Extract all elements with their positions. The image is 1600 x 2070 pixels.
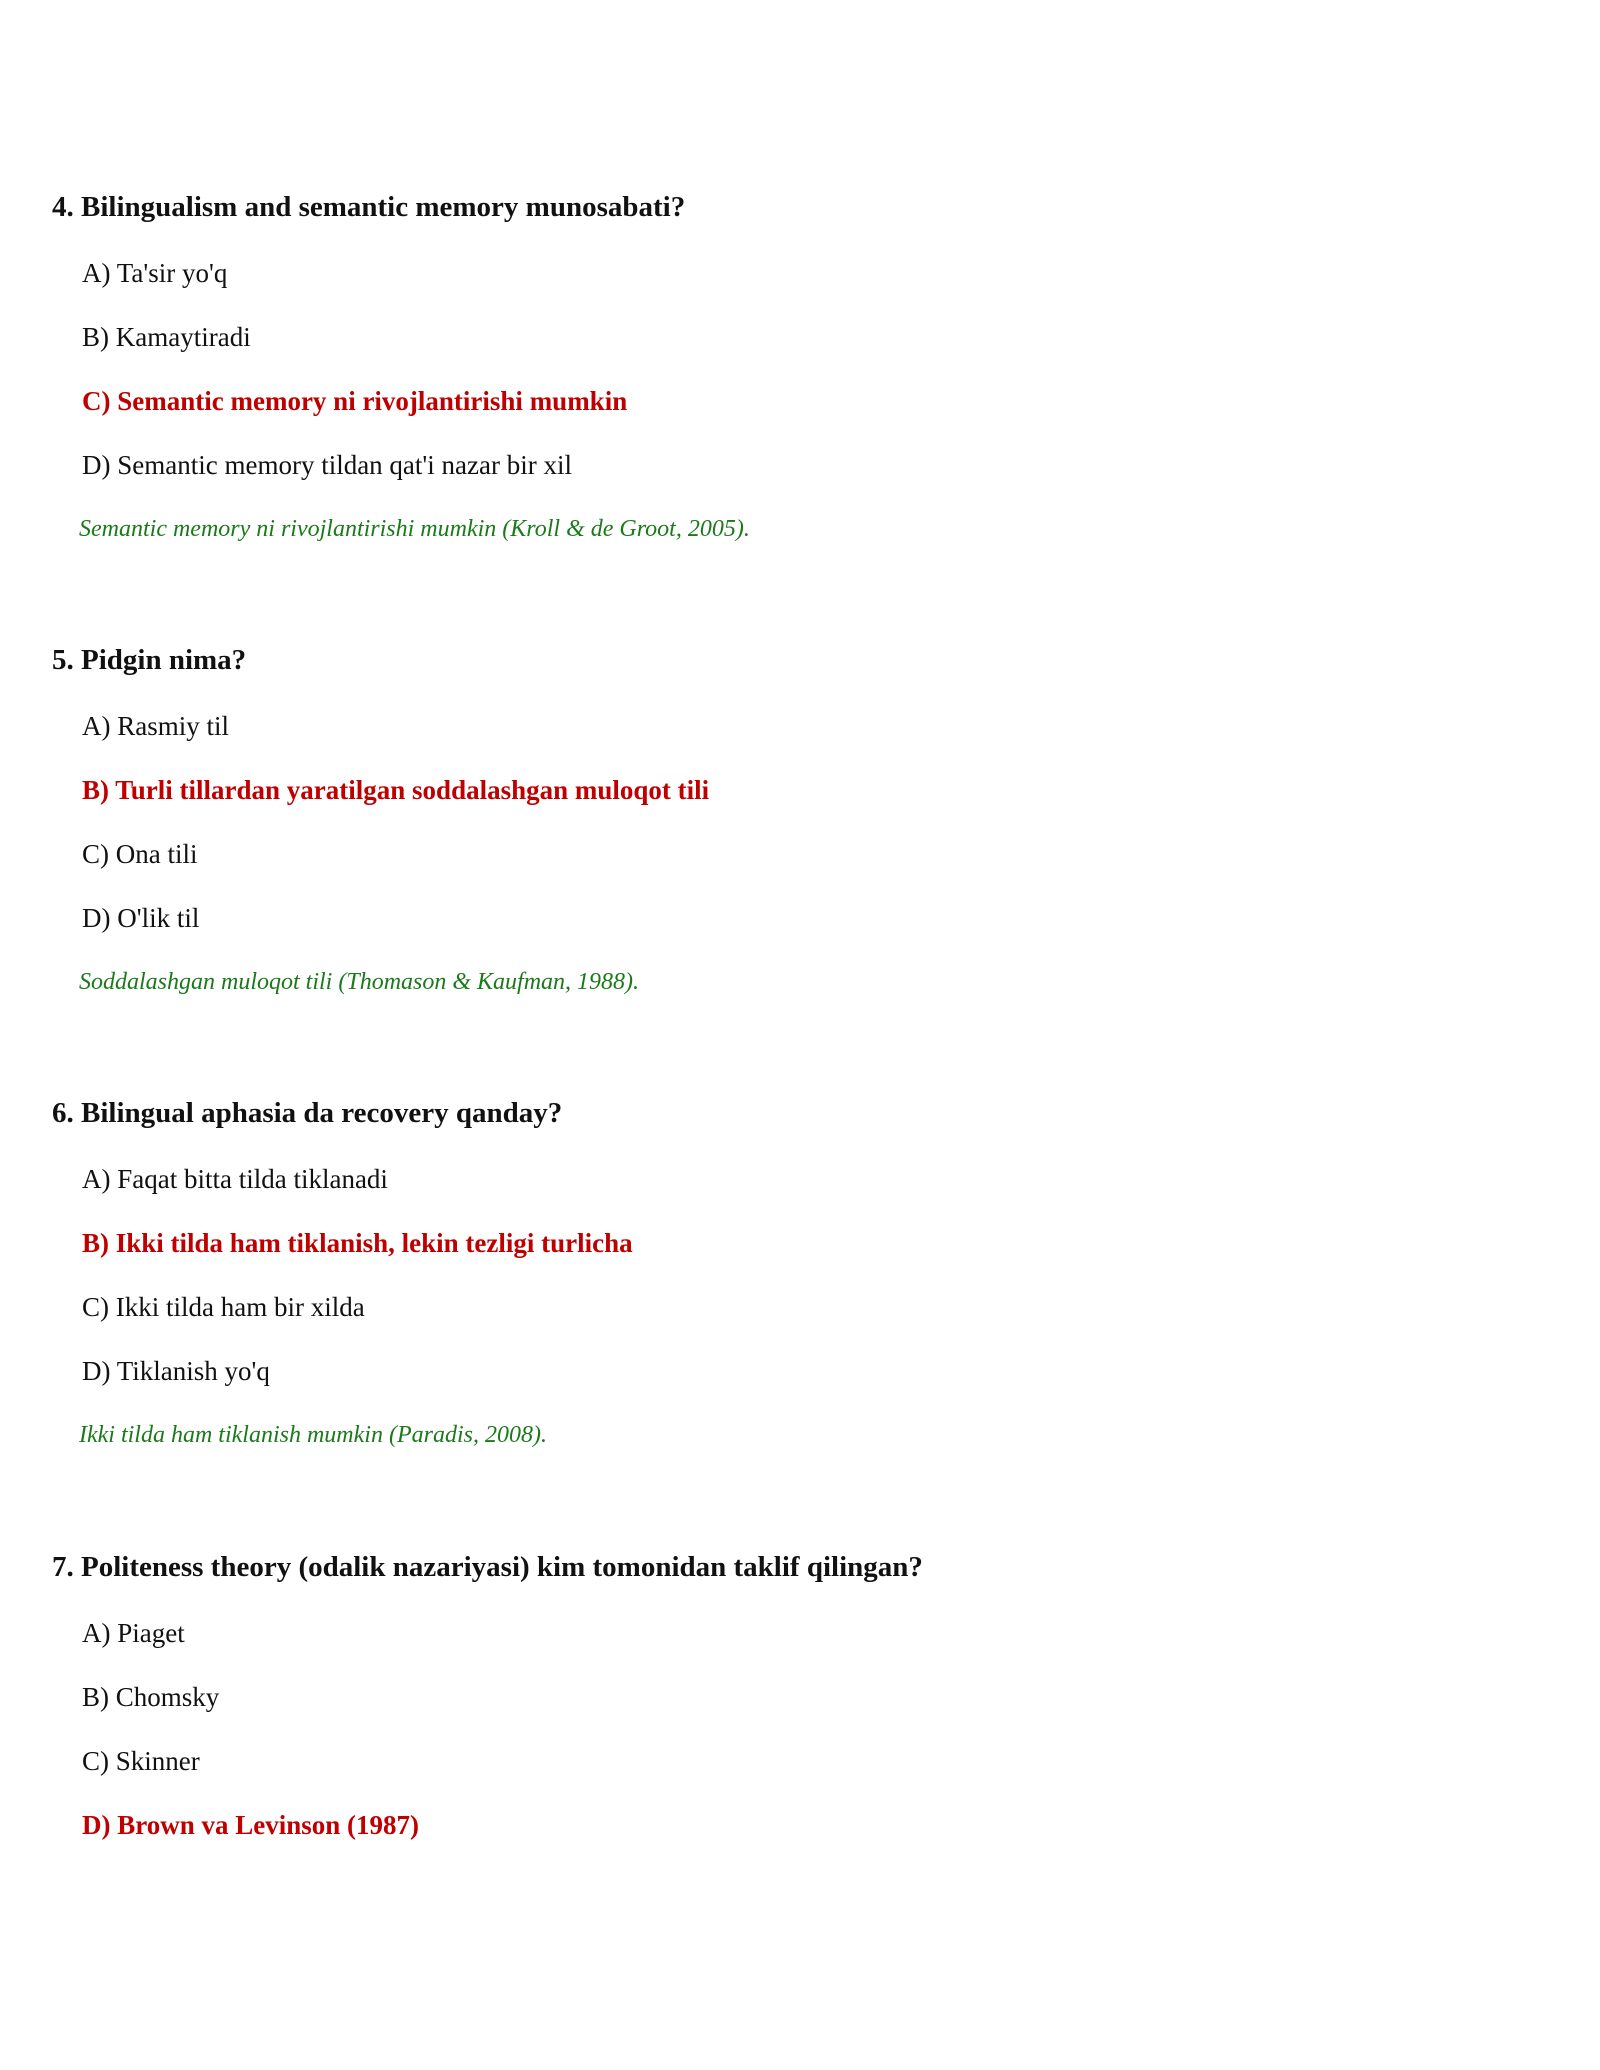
explanation: Semantic memory ni rivojlantirishi mumkin (Kroll & de Groot, 2005). bbox=[79, 516, 750, 542]
option-d-correct: D) Brown va Levinson (1987) bbox=[82, 1810, 420, 1840]
option-b-correct: B) Turli tillardan yaratilgan soddalashgan muloqot tili bbox=[82, 775, 710, 805]
option-a: A) Piaget bbox=[82, 1618, 185, 1648]
option-c: C) Skinner bbox=[82, 1746, 200, 1776]
option-b-correct: B) Ikki tilda ham tiklanish, lekin tezligi turlicha bbox=[82, 1228, 633, 1258]
option-a: A) Faqat bitta tilda tiklanadi bbox=[82, 1164, 388, 1194]
explanation: Ikki tilda ham tiklanish mumkin (Paradis, 2008). bbox=[79, 1422, 547, 1448]
option-a: A) Rasmiy til bbox=[82, 711, 229, 741]
option-b: B) Chomsky bbox=[82, 1682, 220, 1712]
option-c: C) Ikki tilda ham bir xilda bbox=[82, 1292, 365, 1322]
question-title: 4. Bilingualism and semantic memory munosabati? bbox=[52, 191, 686, 223]
question-title: 6. Bilingual aphasia da recovery qanday? bbox=[52, 1097, 563, 1129]
option-c: C) Ona tili bbox=[82, 839, 198, 869]
option-d: D) O'lik til bbox=[82, 903, 200, 933]
option-d: D) Tiklanish yo'q bbox=[82, 1356, 270, 1386]
option-a: A) Ta'sir yo'q bbox=[82, 258, 228, 288]
question-title: 5. Pidgin nima? bbox=[52, 644, 247, 676]
option-d: D) Semantic memory tildan qat'i nazar bir xil bbox=[82, 450, 572, 480]
option-b: B) Kamaytiradi bbox=[82, 322, 251, 352]
option-c-correct: C) Semantic memory ni rivojlantirishi mumkin bbox=[82, 386, 628, 416]
question-title: 7. Politeness theory (odalik nazariyasi) kim tomonidan taklif qilingan? bbox=[52, 1551, 923, 1583]
explanation: Soddalashgan muloqot tili (Thomason & Kaufman, 1988). bbox=[79, 969, 640, 995]
